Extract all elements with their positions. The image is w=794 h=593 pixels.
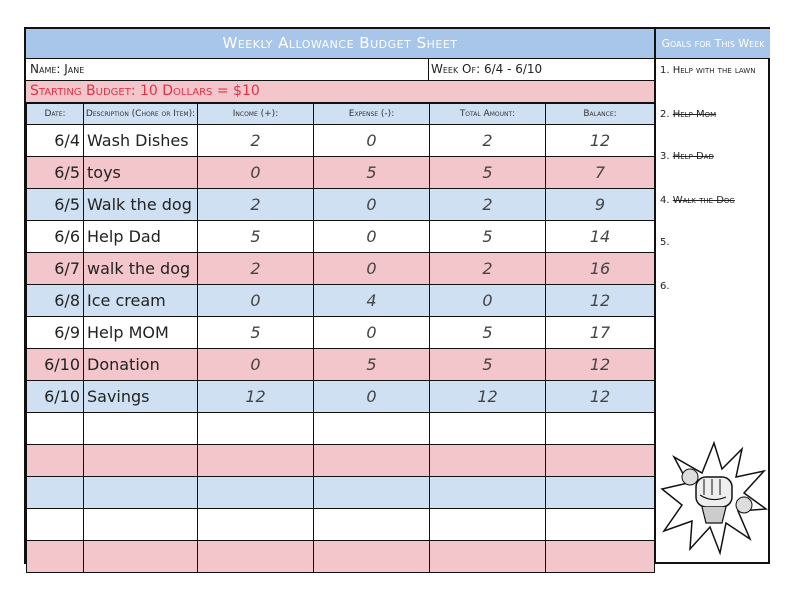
- cell-date[interactable]: [27, 509, 84, 541]
- cell-balance[interactable]: 9: [546, 189, 655, 221]
- goal-item[interactable]: [660, 237, 670, 248]
- table-row: [27, 477, 655, 509]
- cell-date[interactable]: 6/10: [27, 381, 84, 413]
- table-row: [27, 125, 655, 157]
- table-row: [27, 541, 655, 573]
- cell-total[interactable]: [430, 477, 546, 509]
- col-header-expense: Expense (-):: [314, 104, 430, 125]
- cell-date[interactable]: 6/8: [27, 285, 84, 317]
- cell-income[interactable]: 2: [198, 189, 314, 221]
- cell-expense[interactable]: [314, 413, 430, 445]
- table-row: [27, 221, 655, 253]
- cell-description[interactable]: Help Dad: [84, 221, 198, 253]
- cell-description[interactable]: [84, 477, 198, 509]
- cell-date[interactable]: [27, 413, 84, 445]
- letter-c-bubble: [736, 497, 752, 513]
- goals-panel: [654, 29, 770, 562]
- col-header-balance: Balance:: [546, 104, 655, 125]
- letter-a-bubble: [682, 469, 698, 485]
- goal-text: Walk the Dog: [672, 195, 735, 206]
- col-header-total: Total Amount:: [430, 104, 546, 125]
- table-row: [27, 381, 655, 413]
- cell-expense[interactable]: 5: [314, 157, 430, 189]
- cell-expense[interactable]: [314, 509, 430, 541]
- cell-total[interactable]: 5: [430, 157, 546, 189]
- name-field[interactable]: Name: Jane: [30, 62, 85, 76]
- fist-shape: [696, 477, 732, 507]
- goal-item[interactable]: [660, 151, 714, 162]
- cell-date[interactable]: 6/7: [27, 253, 84, 285]
- goal-item[interactable]: [660, 109, 716, 120]
- cell-balance[interactable]: 16: [546, 253, 655, 285]
- cell-expense[interactable]: 0: [314, 381, 430, 413]
- sheet-title: Weekly Allowance Budget Sheet: [26, 29, 654, 59]
- cell-balance[interactable]: [546, 477, 655, 509]
- cell-income[interactable]: [198, 477, 314, 509]
- cell-income[interactable]: 2: [198, 125, 314, 157]
- name-week-bar: [26, 59, 654, 81]
- cell-description[interactable]: Walk the dog: [84, 189, 198, 221]
- cell-expense[interactable]: [314, 445, 430, 477]
- goal-item[interactable]: [660, 281, 670, 292]
- cell-description[interactable]: Savings: [84, 381, 198, 413]
- cell-total[interactable]: 12: [430, 381, 546, 413]
- divider: [428, 59, 429, 81]
- cell-balance[interactable]: [546, 541, 655, 573]
- cell-total[interactable]: [430, 413, 546, 445]
- cell-description[interactable]: toys: [84, 157, 198, 189]
- goal-text: Help with the lawn: [672, 65, 756, 76]
- cell-total[interactable]: 2: [430, 189, 546, 221]
- table-row: [27, 509, 655, 541]
- cell-description[interactable]: [84, 445, 198, 477]
- goal-item[interactable]: [660, 195, 735, 206]
- cell-total[interactable]: [430, 509, 546, 541]
- col-header-income: Income (+):: [198, 104, 314, 125]
- cell-date[interactable]: 6/9: [27, 317, 84, 349]
- table-row: [27, 189, 655, 221]
- goal-number: 2.: [660, 109, 670, 120]
- cell-balance[interactable]: [546, 445, 655, 477]
- cell-balance[interactable]: 12: [546, 349, 655, 381]
- cell-description[interactable]: Wash Dishes: [84, 125, 198, 157]
- cell-description[interactable]: Donation: [84, 349, 198, 381]
- goal-number: 1.: [660, 65, 670, 76]
- cell-balance[interactable]: 7: [546, 157, 655, 189]
- cell-income[interactable]: [198, 445, 314, 477]
- cell-total[interactable]: 0: [430, 285, 546, 317]
- table-row: [27, 253, 655, 285]
- cell-income[interactable]: [198, 541, 314, 573]
- cell-date[interactable]: 6/10: [27, 349, 84, 381]
- goal-item[interactable]: [660, 65, 755, 76]
- cell-balance[interactable]: 12: [546, 381, 655, 413]
- cell-date[interactable]: 6/6: [27, 221, 84, 253]
- cell-total[interactable]: 5: [430, 349, 546, 381]
- table-row: [27, 285, 655, 317]
- starting-budget[interactable]: Starting Budget: 10 Dollars = $10: [26, 81, 654, 103]
- cell-date[interactable]: [27, 541, 84, 573]
- cell-income[interactable]: [198, 509, 314, 541]
- goal-number: 6.: [660, 281, 670, 292]
- cell-balance[interactable]: 14: [546, 221, 655, 253]
- cell-expense[interactable]: [314, 541, 430, 573]
- goal-number: 5.: [660, 237, 670, 248]
- table-row: [27, 349, 655, 381]
- cell-date[interactable]: 6/5: [27, 189, 84, 221]
- cell-income[interactable]: 12: [198, 381, 314, 413]
- table-row: [27, 413, 655, 445]
- cell-expense[interactable]: 0: [314, 253, 430, 285]
- cell-description[interactable]: walk the dog: [84, 253, 198, 285]
- cell-balance[interactable]: 12: [546, 125, 655, 157]
- cell-balance[interactable]: [546, 509, 655, 541]
- cell-income[interactable]: 2: [198, 253, 314, 285]
- cell-income[interactable]: 0: [198, 157, 314, 189]
- cell-total[interactable]: [430, 445, 546, 477]
- cell-expense[interactable]: 0: [314, 189, 430, 221]
- cell-total[interactable]: 5: [430, 317, 546, 349]
- cell-description[interactable]: Help MOM: [84, 317, 198, 349]
- cell-balance[interactable]: [546, 413, 655, 445]
- table-row: [27, 445, 655, 477]
- cell-date[interactable]: [27, 445, 84, 477]
- cell-expense[interactable]: 0: [314, 125, 430, 157]
- goal-number: 3.: [660, 151, 670, 162]
- budget-sheet: [24, 27, 770, 564]
- cell-total[interactable]: 2: [430, 253, 546, 285]
- cell-balance[interactable]: 17: [546, 317, 655, 349]
- table-row: [27, 317, 655, 349]
- cell-income[interactable]: 0: [198, 285, 314, 317]
- goal-number: 4.: [660, 195, 670, 206]
- cell-balance[interactable]: 12: [546, 285, 655, 317]
- cell-date[interactable]: [27, 477, 84, 509]
- col-header-description: Description (Chore or Item):: [84, 104, 198, 125]
- cell-description[interactable]: Ice cream: [84, 285, 198, 317]
- col-header-date: Date:: [27, 104, 84, 125]
- cell-income[interactable]: 0: [198, 349, 314, 381]
- cell-total[interactable]: 5: [430, 221, 546, 253]
- cuff-shape: [702, 507, 726, 523]
- cell-date[interactable]: 6/5: [27, 157, 84, 189]
- cell-expense[interactable]: 0: [314, 221, 430, 253]
- table-header-row: [27, 104, 655, 125]
- budget-table-area: [26, 29, 654, 562]
- cell-date[interactable]: 6/4: [27, 125, 84, 157]
- goal-text: Help Mom: [672, 109, 717, 120]
- cell-expense[interactable]: [314, 477, 430, 509]
- cell-description[interactable]: [84, 509, 198, 541]
- goal-text: Help Dad: [672, 151, 714, 162]
- cell-total[interactable]: 2: [430, 125, 546, 157]
- table-row: [27, 157, 655, 189]
- cell-total[interactable]: [430, 541, 546, 573]
- cell-income[interactable]: [198, 413, 314, 445]
- cell-expense[interactable]: 4: [314, 285, 430, 317]
- cell-expense[interactable]: 0: [314, 317, 430, 349]
- fist-bump-badge-icon: [660, 439, 768, 557]
- cell-income[interactable]: 5: [198, 221, 314, 253]
- cell-income[interactable]: 5: [198, 317, 314, 349]
- cell-expense[interactable]: 5: [314, 349, 430, 381]
- week-field[interactable]: Week Of: 6/4 - 6/10: [431, 62, 543, 76]
- cell-description[interactable]: [84, 541, 198, 573]
- cell-description[interactable]: [84, 413, 198, 445]
- goals-title: Goals for This Week: [656, 29, 770, 59]
- ledger-table: [26, 103, 655, 573]
